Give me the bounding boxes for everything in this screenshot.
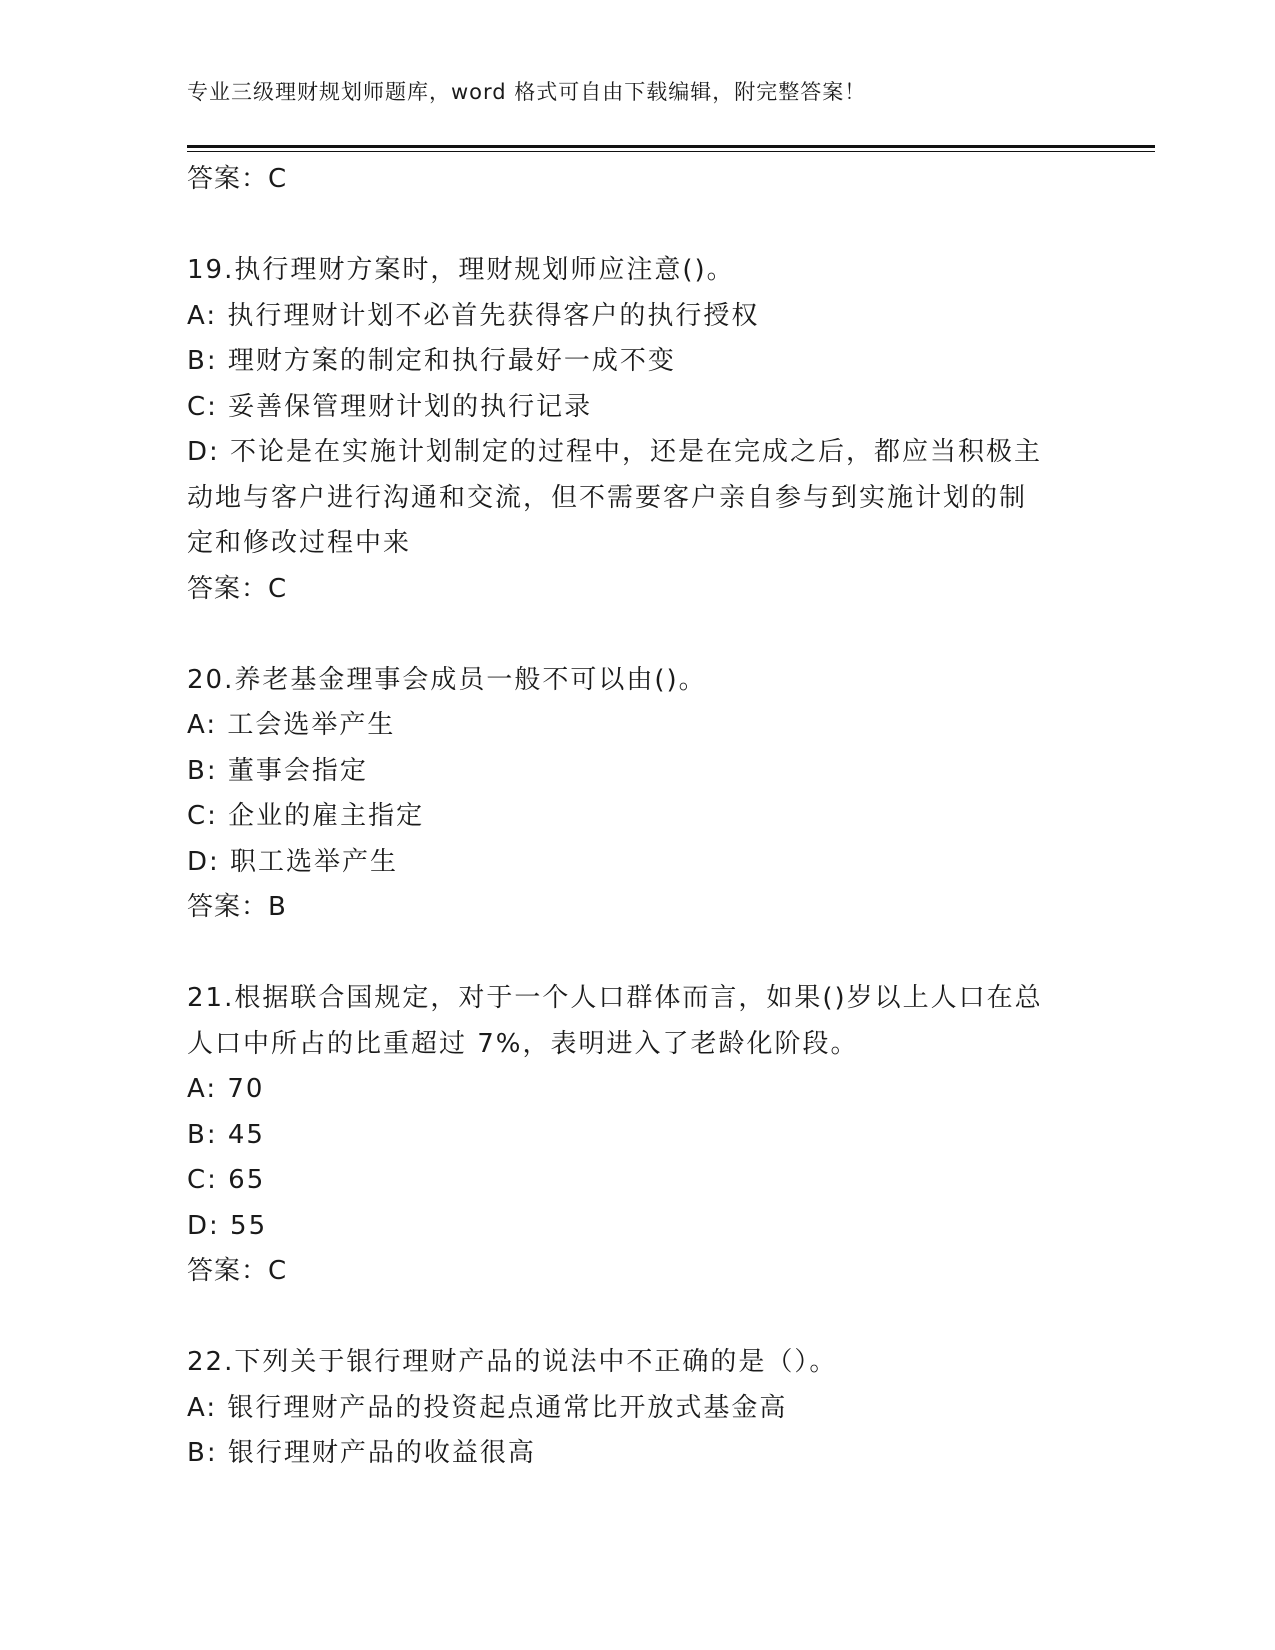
answer: 答案：C: [187, 1256, 288, 1286]
question-19: [187, 248, 1087, 612]
option-d-line-1: D: 不论是在实施计划制定的过程中，还是在完成之后，都应当积极主: [187, 437, 1043, 467]
option-b: B: 理财方案的制定和执行最好一成不变: [187, 346, 676, 376]
option-d-line-3: 定和修改过程中来: [187, 528, 412, 558]
option-a: A: 银行理财产品的投资起点通常比开放式基金高: [187, 1392, 788, 1423]
answer-18: 答案：C: [187, 164, 288, 194]
option-d-line-2: 动地与客户进行沟通和交流，但不需要客户亲自参与到实施计划的制: [187, 482, 1028, 513]
option-c: C: 65: [187, 1165, 266, 1195]
question-22: [187, 1340, 1087, 1477]
option-c: C: 妥善保管理财计划的执行记录: [187, 391, 593, 422]
header-rule-thick: [187, 145, 1155, 148]
spacer: [187, 203, 1087, 249]
question-text-line-1: 21.根据联合国规定，对于一个人口群体而言，如果()岁以上人口在总: [187, 983, 1043, 1013]
answer: 答案：B: [187, 892, 287, 922]
question-21: [187, 976, 1087, 1295]
option-d: D: 55: [187, 1210, 268, 1241]
option-b: B: 45: [187, 1119, 265, 1150]
question-text: 20.养老基金理事会成员一般不可以由()。: [187, 664, 707, 695]
option-c: C: 企业的雇主指定: [187, 801, 425, 831]
option-a: A: 70: [187, 1074, 265, 1104]
answer: 答案：C: [187, 573, 288, 604]
question-text: 19.执行理财方案时，理财规划师应注意()。: [187, 255, 735, 285]
question-text: 22.下列关于银行理财产品的说法中不正确的是（）。: [187, 1347, 838, 1377]
option-b: B: 银行理财产品的收益很高: [187, 1438, 536, 1468]
option-a: A: 执行理财计划不必首先获得客户的执行授权: [187, 300, 760, 331]
option-d: D: 职工选举产生: [187, 846, 399, 877]
page-header: 专业三级理财规划师题库，word 格式可自由下载编辑，附完整答案！: [187, 80, 867, 104]
spacer: [187, 1295, 1087, 1341]
spacer: [187, 931, 1087, 977]
header-rule-thin: [187, 151, 1155, 152]
question-text-line-2: 人口中所占的比重超过 7%，表明进入了老龄化阶段。: [187, 1028, 859, 1059]
question-list: [187, 157, 1087, 1477]
spacer: [187, 612, 1087, 658]
option-a: A: 工会选举产生: [187, 710, 396, 740]
question-20: [187, 658, 1087, 931]
option-b: B: 董事会指定: [187, 755, 368, 786]
